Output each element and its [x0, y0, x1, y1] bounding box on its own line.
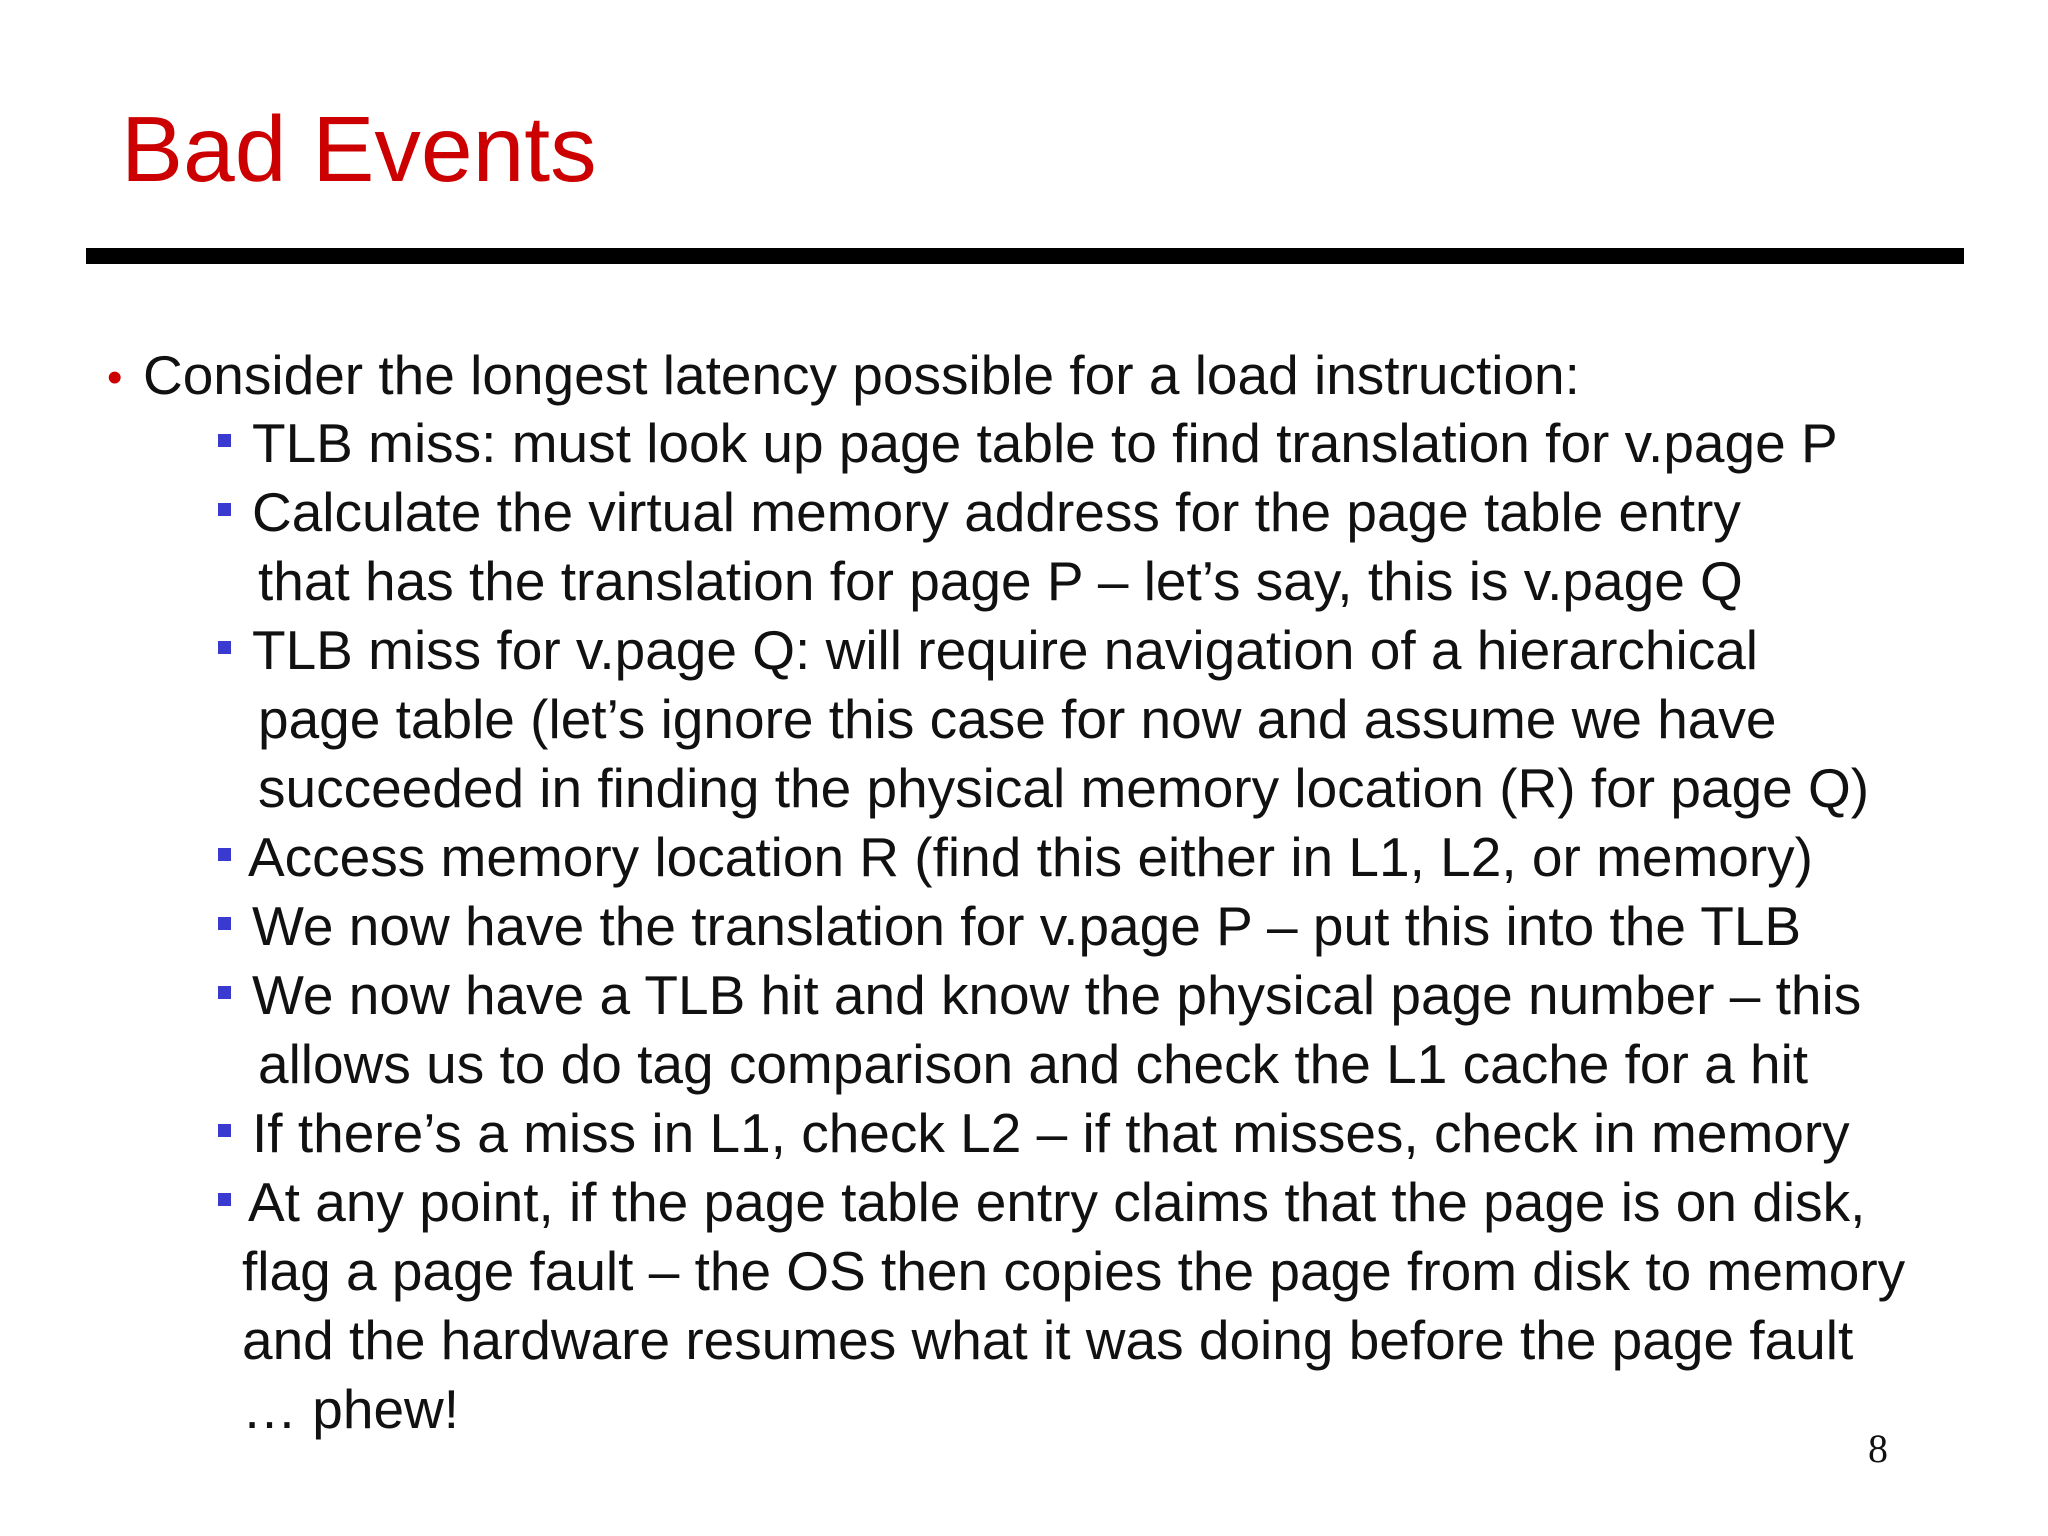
sub-bullet-square-icon: [218, 1193, 231, 1206]
sub-bullet-square-icon: [218, 848, 231, 861]
sub-bullet-square-icon: [218, 434, 231, 447]
sub-bullet-square-icon: [218, 1124, 231, 1137]
sub-bullet-square-icon: [218, 986, 231, 999]
sub-bullet-6-line-1: We now have a TLB hit and know the physical page number – this: [252, 964, 1862, 1026]
sub-bullet-square-icon: [218, 641, 231, 654]
sub-bullet-4-line-1: Access memory location R (find this either in L1, L2, or memory): [248, 826, 1814, 888]
sub-bullet-8-line-1: At any point, if the page table entry claims that the page is on disk,: [248, 1171, 1866, 1233]
sub-bullet-3-line-2: page table (let’s ignore this case for now and assume we have: [258, 688, 1777, 750]
sub-bullet-square-icon: [218, 917, 231, 930]
main-bullet-dot-icon: •: [107, 353, 123, 402]
slide-title: Bad Events: [121, 97, 597, 201]
sub-bullet-3-line-3: succeeded in finding the physical memory location (R) for page Q): [258, 757, 1870, 819]
sub-bullet-1-line-1: TLB miss: must look up page table to find translation for v.page P: [252, 412, 1838, 474]
sub-bullet-square-icon: [218, 503, 231, 516]
sub-bullet-8-line-4: … phew!: [242, 1378, 460, 1440]
sub-bullet-8-line-2: flag a page fault – the OS then copies the page from disk to memory: [242, 1240, 1906, 1302]
sub-bullet-6-line-2: allows us to do tag comparison and check the L1 cache for a hit: [258, 1033, 1809, 1095]
sub-bullet-7-line-1: If there’s a miss in L1, check L2 – if that misses, check in memory: [252, 1102, 1850, 1164]
sub-bullet-2-line-1: Calculate the virtual memory address for the page table entry: [252, 481, 1741, 543]
main-bullet-text: Consider the longest latency possible for a load instruction:: [143, 344, 1580, 406]
sub-bullet-2-line-2: that has the translation for page P – let’s say, this is v.page Q: [258, 550, 1743, 612]
sub-bullet-5-line-1: We now have the translation for v.page P – put this into the TLB: [252, 895, 1802, 957]
sub-bullet-8-line-3: and the hardware resumes what it was doing before the page fault: [242, 1309, 1854, 1371]
sub-bullet-3-line-1: TLB miss for v.page Q: will require navigation of a hierarchical: [252, 619, 1759, 681]
page-number: 8: [1868, 1426, 1888, 1471]
